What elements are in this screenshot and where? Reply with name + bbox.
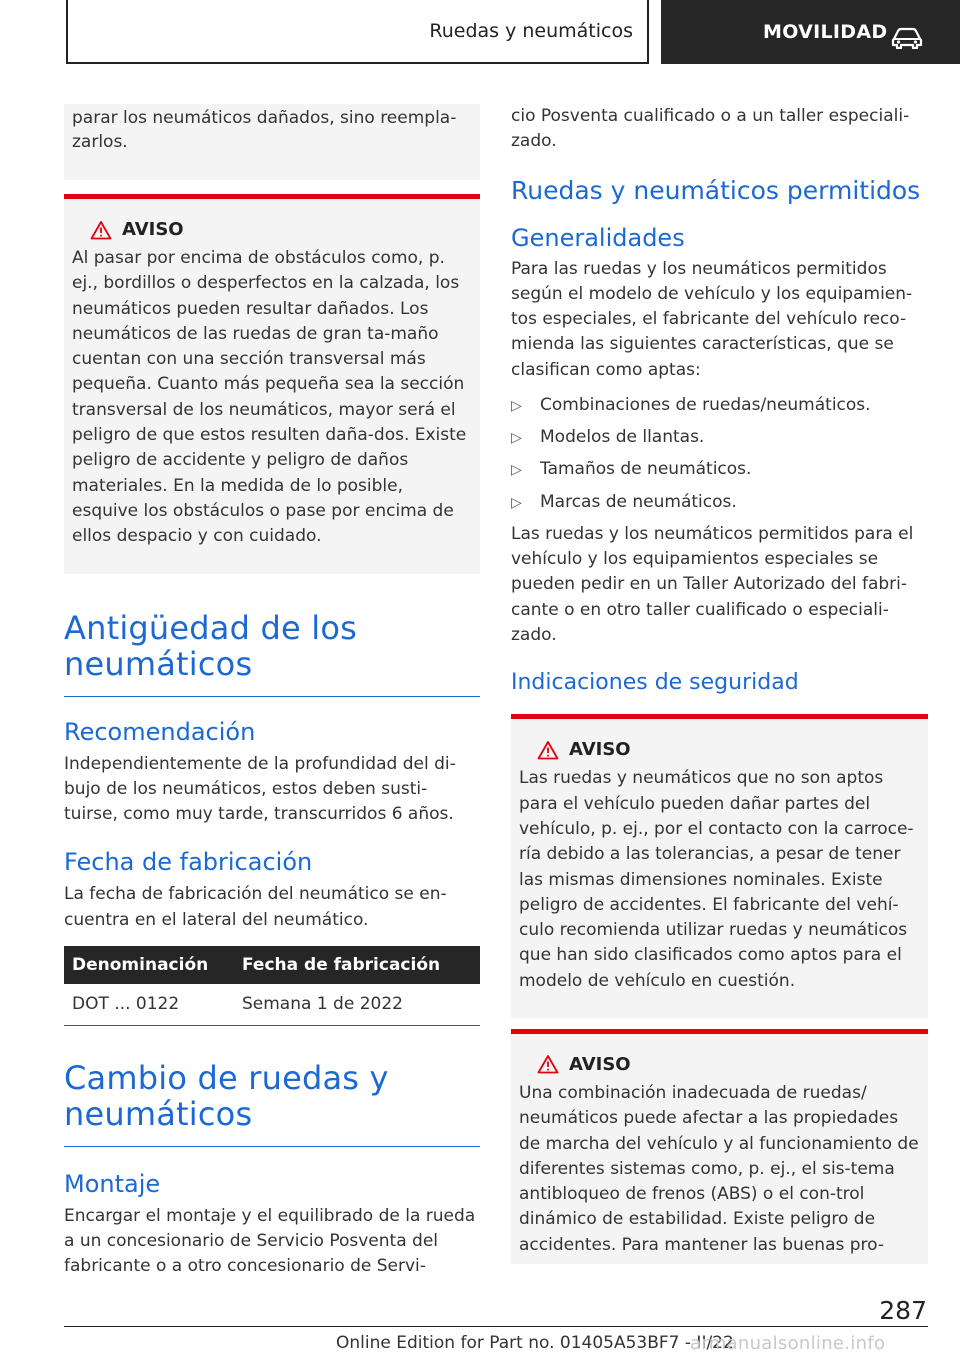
warning-title: AVISO	[569, 1053, 631, 1075]
page-number: 287	[879, 1296, 927, 1325]
warning-icon	[537, 740, 559, 760]
continued-paragraph: cio Posventa cualificado o a un taller especiali-zado.	[511, 106, 910, 152]
recommendation-text: Independientemente de la profundidad del di-bujo de los neumáticos, estos deben susti-tuirse, como muy tarde, transcurridos 6 años.	[64, 753, 456, 825]
warning-box	[511, 714, 928, 1018]
warning-title: AVISO	[122, 219, 184, 240]
bullet-icon: ▷	[511, 430, 522, 447]
order-text: Las ruedas y los neumáticos permitidos para el vehículo y los equipamientos especiales se pueden pedir en un Taller Autorizado del fabri-cante o en otro taller cualificado o especiali-zado.	[511, 523, 914, 646]
table-cell: DOT ... 0122	[64, 984, 234, 1025]
car-icon	[890, 27, 924, 49]
manufacture-date-table	[64, 946, 480, 1026]
warning-box	[511, 1029, 928, 1264]
warning-text: Al pasar por encima de obstáculos como, p. ej., bordillos o desperfectos en la calzada, los neumáticos pueden resultar dañados. Los neumáticos de las ruedas de gran ta-maño cuentan con una sección transversal más pequeña. Cuanto más pequeña sea la sección transversal de los neumáticos, mayor será el peligro de que estos resulten daña-dos. Existe peligro de accidente y peligro de daños materiales. En la medida de lo posible, esquive los obstáculos o pase por encima de ellos despacio y con cuidado.	[72, 248, 467, 547]
chapter-title: Ruedas y neumáticos	[66, 0, 649, 64]
list-item: ▷ Marcas de neumáticos.	[511, 490, 928, 514]
continued-paragraph: parar los neumáticos dañados, sino reempla-zarlos.	[64, 104, 480, 180]
footer-edition: Online Edition for Part no. 01405A53BF7 - II/22	[336, 1333, 734, 1353]
subheading-mounting: Montaje	[64, 1169, 161, 1198]
heading-wheel-change: Cambio de ruedas y neumáticos	[64, 1060, 480, 1147]
manufacture-date-text: La fecha de fabricación del neumático se en-cuentra en el lateral del neumático.	[64, 884, 447, 930]
table-header-cell: Fecha de fabricación	[234, 946, 480, 984]
bullet-icon: ▷	[511, 398, 522, 415]
right-column	[511, 104, 928, 1264]
footer-divider	[64, 1326, 928, 1327]
characteristics-list	[511, 393, 928, 514]
subheading-manufacture-date: Fecha de fabricación	[64, 848, 313, 877]
subheading-safety: Indicaciones de seguridad	[511, 670, 799, 696]
warning-text: Una combinación inadecuada de ruedas/ neumáticos puede afectar a las propiedades de marcha del vehículo y al funcionamiento de diferentes sistemas como, p. ej., el sis-tema antibloqueo de frenos (ABS) o el con-trol dinámico de estabilidad. Existe peligro de accidentes. Para mantener las buenas pro-	[519, 1082, 919, 1255]
subheading-recommendation: Recomendación	[64, 717, 256, 746]
table-header-row	[64, 946, 480, 984]
warning-icon	[537, 1054, 559, 1074]
general-text: Para las ruedas y los neumáticos permitidos según el modelo de vehículo y los equipamien-tos especiales, el fabricante del vehículo reco-mienda las siguientes características, que se clasifican como aptas:	[511, 258, 913, 380]
left-column	[64, 104, 480, 1279]
warning-icon	[90, 220, 112, 240]
table-cell: Semana 1 de 2022	[234, 984, 480, 1025]
section-title: MOVILIDAD	[661, 0, 960, 64]
bullet-icon: ▷	[511, 462, 522, 479]
subheading-general: Generalidades	[511, 223, 685, 252]
warning-title: AVISO	[569, 739, 631, 761]
heading-allowed-wheels: Ruedas y neumáticos permitidos	[511, 175, 921, 205]
footer-watermark: armanualsonline.info	[690, 1333, 886, 1354]
heading-tire-age: Antigüedad de los neumáticos	[64, 610, 480, 697]
warning-text: Las ruedas y neumáticos que no son aptos para el vehículo pueden dañar partes del vehículo, p. ej., por el contacto con la carroce-ría debido a las tolerancias, a pesar de tener las mismas dimensiones nominales. Existe peligro de accidentes. El fabricante del vehí-culo recomienda utilizar ruedas y neumáticos que han sido clasificados como aptos para el modelo de vehículo en cuestión.	[519, 768, 914, 991]
bullet-icon: ▷	[511, 494, 522, 511]
list-item: ▷ Tamaños de neumáticos.	[511, 457, 928, 481]
table-header-cell: Denominación	[64, 946, 234, 984]
list-item: ▷ Combinaciones de ruedas/neumáticos.	[511, 393, 928, 417]
table-row	[64, 984, 480, 1025]
list-item: ▷ Modelos de llantas.	[511, 425, 928, 449]
mounting-text: Encargar el montaje y el equilibrado de la rueda a un concesionario de Servicio Posventa del fabricante o a otro concesionario de Servi-	[64, 1205, 476, 1277]
warning-box	[64, 194, 480, 574]
